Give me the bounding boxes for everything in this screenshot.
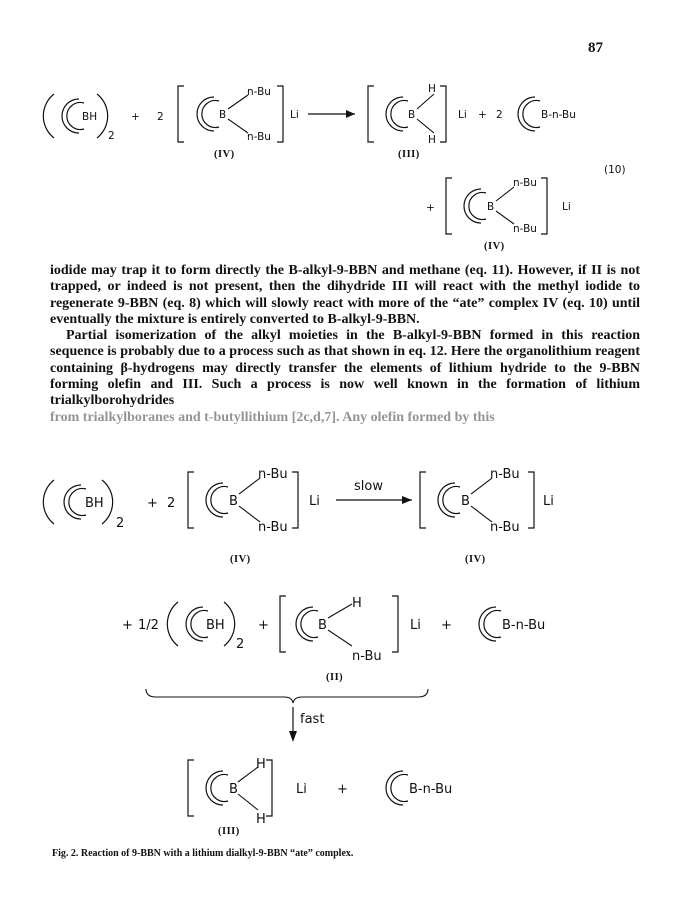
n-butyl-label: n-Bu — [258, 467, 288, 482]
compound-label-iii: (III) — [218, 826, 240, 837]
b-n-butyl-9-bbn — [386, 771, 452, 805]
coefficient-2: 2 — [157, 111, 164, 123]
fast-label: fast — [300, 712, 325, 727]
dimer-subscript: 2 — [108, 130, 115, 142]
boron-label: B — [318, 618, 327, 633]
compound-label-iv: (IV) — [484, 241, 505, 252]
dihydride-iii — [188, 757, 307, 827]
boron-label: B — [487, 201, 495, 213]
plus-sign: + — [441, 618, 452, 633]
n-butyl-label: n-Bu — [247, 131, 271, 143]
lithium-label: Li — [543, 494, 554, 509]
equation-number: (10) — [604, 164, 626, 176]
ate-complex-iv — [188, 467, 320, 535]
ate-complex-iv — [420, 467, 554, 535]
lithium-label: Li — [290, 109, 299, 121]
body-text — [50, 263, 640, 426]
page-number: 87 — [588, 40, 603, 56]
dimer-subscript: 2 — [116, 516, 125, 531]
bh-label: BH — [206, 618, 225, 633]
lithium-label: Li — [458, 109, 467, 121]
dihydride-iii — [368, 83, 467, 146]
figure-caption: Fig. 2. Reaction of 9-BBN with a lithium dialkyl-9-BBN “ate” complex. — [52, 848, 354, 859]
b-n-butyl-label: B-n-Bu — [502, 618, 546, 633]
dimer-9-bbn — [167, 602, 244, 652]
n-butyl-label: n-Bu — [258, 520, 288, 535]
b-n-butyl-9-bbn — [479, 607, 545, 641]
ate-complex-iv — [446, 177, 571, 235]
coefficient-2: 2 — [496, 109, 503, 121]
plus-sign: + — [426, 202, 435, 214]
dimer-9-bbn — [43, 480, 124, 531]
hydrogen-label: H — [352, 596, 362, 611]
compound-label-ii: (II) — [326, 672, 344, 683]
hydrogen-label: H — [428, 83, 436, 95]
plus-sign: + — [131, 111, 140, 123]
lithium-label: Li — [562, 201, 571, 213]
b-n-butyl-9-bbn — [518, 97, 576, 131]
b-n-butyl-label: B-n-Bu — [541, 109, 576, 121]
hydrogen-label: H — [256, 812, 266, 827]
paragraph: Partial isomerization of the alkyl moieties in the B-alkyl-9-BBN formed in this reaction sequence is probably due to a process such as that shown in eq. 12. Here the organolithium reagent containing β-hydrogens may directly transfer the elements of lithium hydride to the 9-BBN forming olefin and III. Such a process is now well known in the formation of lithium trialkylborohydrides — [50, 328, 640, 409]
hydrogen-label: H — [256, 757, 266, 772]
plus-sign: + — [122, 618, 133, 633]
compound-label-iv: (IV) — [465, 554, 486, 565]
dimer-subscript: 2 — [236, 637, 245, 652]
boron-label: B — [229, 494, 238, 509]
paragraph: iodide may trap it to form directly the B-alkyl-9-BBN and methane (eq. 11). However, if II is not trapped, or indeed is not present, then the dihydride III will react with the methyl iodide to regenerate 9-BBN (eq. 8) which will slowly react with more of the “ate” complex IV (eq. 10) until eventually the mixture is entirely converted to B-alkyl-9-BBN. — [50, 263, 640, 327]
compound-label-iii: (III) — [398, 149, 420, 160]
n-butyl-label: n-Bu — [352, 649, 382, 664]
hydrogen-label: H — [428, 134, 436, 146]
n-butyl-label: n-Bu — [513, 177, 537, 189]
n-butyl-label: n-Bu — [490, 520, 520, 535]
plus-sign: + — [337, 782, 348, 797]
paragraph-faded-line: from trialkylboranes and t-butyllithium [2c,d,7]. Any olefin formed by this — [50, 409, 495, 425]
b-n-butyl-label: B-n-Bu — [409, 782, 453, 797]
boron-label: B — [408, 109, 416, 121]
boron-label: B — [461, 494, 470, 509]
plus-sign: + — [258, 618, 269, 633]
slow-label: slow — [354, 479, 383, 494]
plus-sign: + — [478, 109, 487, 121]
lithium-label: Li — [410, 618, 421, 633]
coefficient-half: 1/2 — [138, 618, 159, 633]
compound-label-iv: (IV) — [230, 554, 251, 565]
grouping-brace — [146, 689, 428, 703]
lithium-label: Li — [309, 494, 320, 509]
coefficient-2: 2 — [167, 496, 176, 511]
n-butyl-label: n-Bu — [490, 467, 520, 482]
bh-label: BH — [85, 496, 104, 511]
compound-label-iv: (IV) — [214, 149, 235, 160]
bh-label: BH — [82, 111, 98, 123]
lithium-label: Li — [296, 782, 307, 797]
dimer-9-bbn — [43, 94, 114, 142]
boron-label: B — [229, 782, 238, 797]
n-butyl-label: n-Bu — [513, 223, 537, 235]
ate-complex-iv — [178, 86, 299, 143]
boron-label: B — [219, 109, 227, 121]
n-butyl-label: n-Bu — [247, 86, 271, 98]
plus-sign: + — [147, 496, 158, 511]
monohydride-ii — [280, 596, 421, 664]
